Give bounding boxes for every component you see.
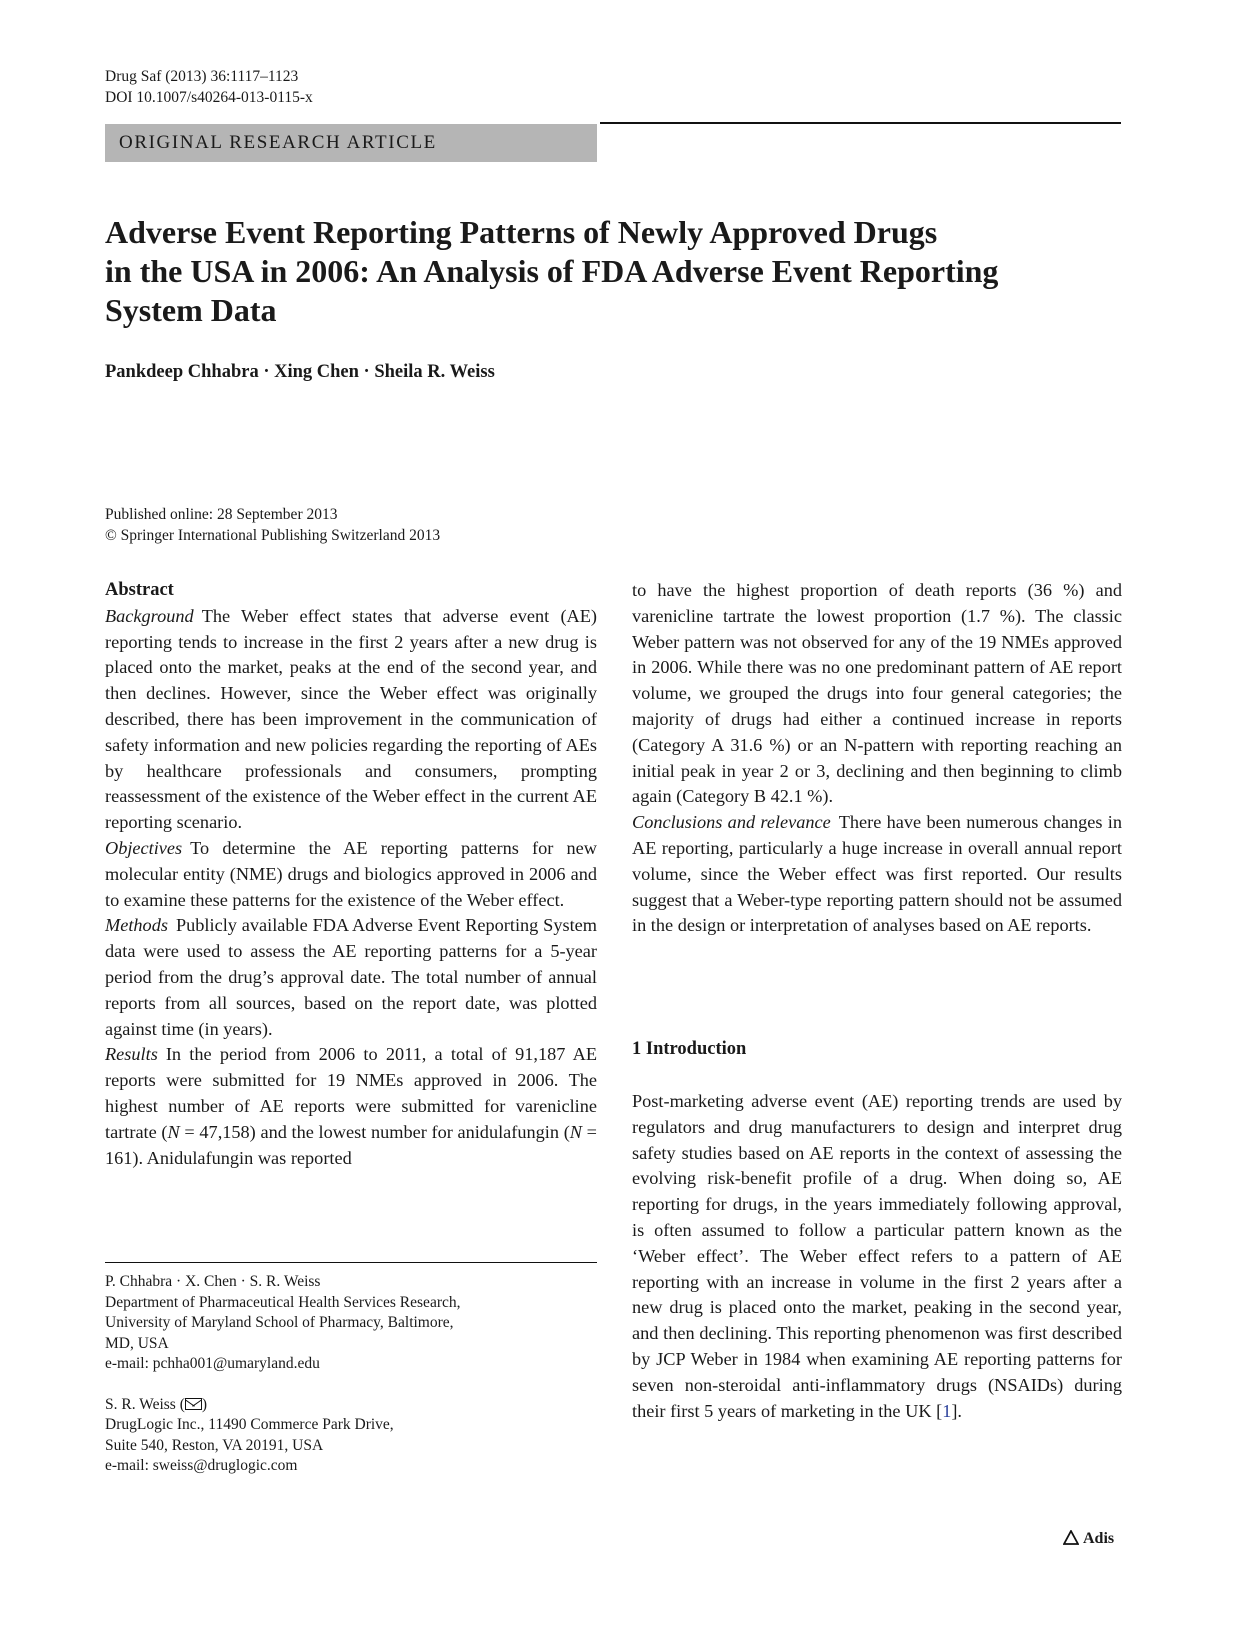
results-n-symbol: N (167, 1121, 180, 1142)
affiliation-email[interactable]: e-mail: pchha001@umaryland.edu (105, 1355, 320, 1372)
publisher-name: Adis (1083, 1530, 1115, 1547)
affiliation-line: Department of Pharmaceutical Health Services Research, (105, 1293, 461, 1311)
corresponding-author (105, 1395, 461, 1416)
objectives-label: Objectives (105, 837, 183, 858)
background-text: The Weber effect states that adverse event (AE) reporting tends to increase in the first 2 years after a new drug is placed onto the market, peaks at the end of the second year, and then declines. However, since the Weber effect was originally described, there has been improvement in the communication of safety information and new policies regarding the reporting of AEs by healthcare professionals and consumers, prompting reassessment of the existence of the Weber effect in the current AE reporting scenario. (105, 605, 597, 833)
conclusions-label: Conclusions and relevance (632, 812, 831, 833)
title-line: in the USA in 2006: An Analysis of FDA Adverse Event Reporting (105, 253, 999, 289)
introduction-heading: 1 Introduction (632, 1039, 747, 1059)
spacer (105, 1375, 461, 1395)
results-label: Results (105, 1044, 158, 1065)
affiliation-rule (105, 1262, 597, 1263)
methods-text: Publicly available FDA Adverse Event Reporting System data were used to assess the AE reporting patterns for a 5-year period from the drug’s approval date. The total number of annual reports from all sources, based on the report date, was plotted against time (in years). (105, 915, 597, 1039)
journal-reference (105, 66, 313, 108)
abstract-background (105, 604, 597, 836)
results-n-symbol: N (569, 1121, 582, 1142)
results-text: = 47,158) and the lowest number for anidulafungin ( (179, 1121, 570, 1142)
introduction-text-end: ]. (951, 1400, 962, 1421)
left-column (105, 578, 597, 1171)
abstract-heading: Abstract (105, 580, 174, 600)
introduction-text: Post-marketing adverse event (AE) reporting trends are used by regulators and drug manufacturers to design and interpret drug safety studies based on AE reports in the context of assessing the evolving risk-benefit profile of a drug. When doing so, AE reporting for drugs, in the years immediately following approval, is often assumed to follow a particular pattern known as the ‘Weber effect’. The Weber effect refers to a pattern of AE reporting with an increase in volume in the first 2 years after a new drug is placed onto the market, peaking in the second year, and then declining. This reporting phenomenon was first described by JCP Weber in 1984 when examining AE reporting patterns for seven non-steroidal anti-inflammatory drugs (NSAIDs) during their first 5 years of marketing in the UK [ (632, 1091, 1122, 1421)
abstract-objectives (105, 836, 597, 913)
results-text: = 161). Anidulafungin was reported (105, 1121, 597, 1168)
conclusions-text: There have been numerous changes in AE reporting, particularly a huge increase in overall annual report volume, since the Weber effect was first reported. Our results suggest that a Weber-type reporting pattern should not be assumed in the design or interpretation of analyses based on AE reports. (632, 812, 1122, 936)
results-text: In the period from 2006 to 2011, a total of 91,187 AE reports were submitted for 19 NMEs approved in 2006. The highest number of AE reports were submitted for varenicline tartrate ( (105, 1044, 597, 1142)
published-online: Published online: 28 September 2013 (105, 506, 338, 523)
envelope-icon (185, 1398, 202, 1410)
methods-label: Methods (105, 915, 168, 936)
corresponding-author-name: S. R. Weiss ( (105, 1395, 185, 1413)
affiliation-line: Suite 540, Reston, VA 20191, USA (105, 1436, 324, 1454)
publisher-logo (1063, 1530, 1114, 1548)
title-line: Adverse Event Reporting Patterns of Newly Approved Drugs (105, 214, 938, 250)
abstract-results (105, 1042, 597, 1171)
adis-triangle-logo-icon (1063, 1530, 1079, 1545)
introduction-body (632, 1089, 1122, 1424)
abstract-methods (105, 913, 597, 1042)
affiliations (105, 1272, 461, 1477)
objectives-text: To determine the AE reporting patterns for new molecular entity (NME) drugs and biologics approved in 2006 and to examine these patterns for the existence of the Weber effect. (105, 837, 597, 910)
journal-citation: Drug Saf (2013) 36:1117–1123 (105, 68, 299, 85)
abstract-results-continued: to have the highest proportion of death reports (36 %) and varenicline tartrate the lowest proportion (1.7 %). The classic Weber pattern was not observed for any of the 19 NMEs approved in 2006. While there was no one predominant pattern of AE report volume, we grouped the drugs into four general categories; the majority of drugs had either a continued increase in reports (Category A 31.6 %) or an N-pattern with reporting reaching an initial peak in year 2 or 3, declining and then beginning to climb again (Category B 42.1 %). (632, 580, 1122, 807)
title-line: System Data (105, 292, 277, 328)
publication-info (105, 504, 440, 546)
header-rule (600, 122, 1121, 124)
corresponding-author-end: ) (201, 1395, 208, 1413)
affiliation-email[interactable]: e-mail: sweiss@druglogic.com (105, 1457, 298, 1474)
abstract-conclusions (632, 810, 1122, 939)
paper-title (105, 213, 1105, 330)
right-column (632, 578, 1122, 939)
affiliation-line: MD, USA (105, 1334, 169, 1352)
doi: DOI 10.1007/s40264-013-0115-x (105, 89, 313, 106)
background-label: Background (105, 605, 194, 626)
affiliation-line: DrugLogic Inc., 11490 Commerce Park Drive, (105, 1416, 394, 1433)
affiliation-authors: P. Chhabra · X. Chen · S. R. Weiss (105, 1273, 321, 1290)
affiliation-line: University of Maryland School of Pharmacy, Baltimore, (105, 1314, 454, 1331)
reference-link[interactable]: 1 (942, 1400, 952, 1421)
copyright: © Springer International Publishing Switzerland 2013 (105, 527, 441, 544)
author-list: Pankdeep Chhabra · Xing Chen · Sheila R. Weiss (105, 362, 495, 382)
article-type-banner: ORIGINAL RESEARCH ARTICLE (105, 124, 597, 162)
introduction-paragraph (632, 1089, 1122, 1424)
